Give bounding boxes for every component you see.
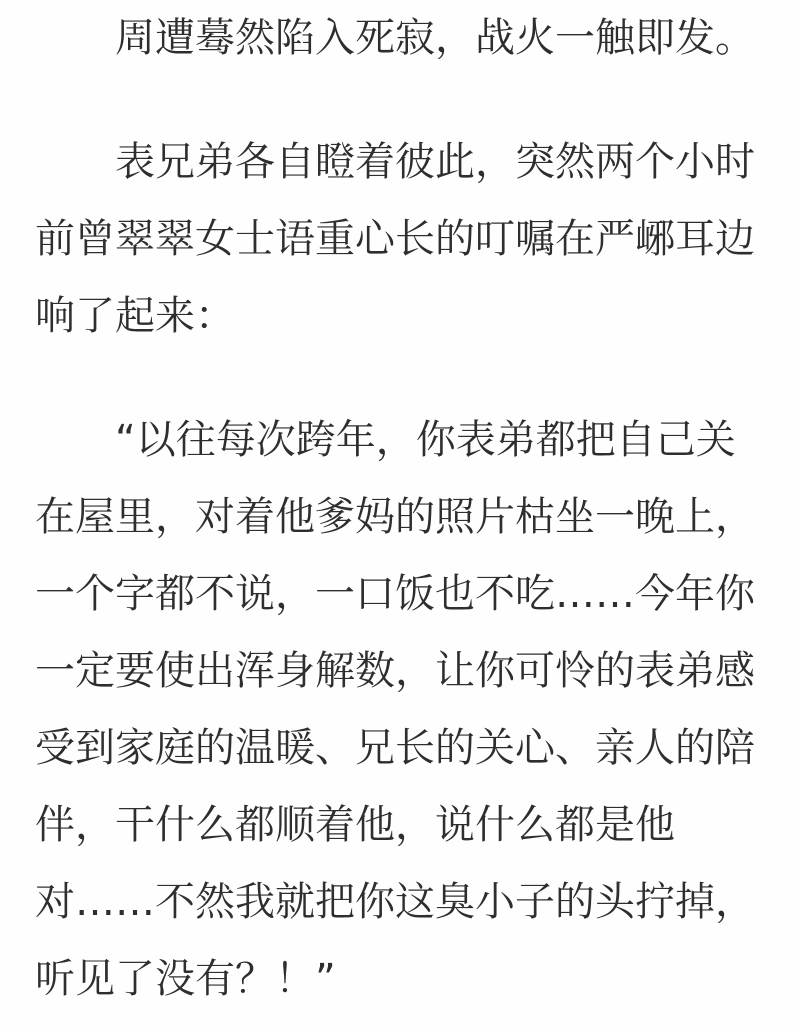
paragraph-dialogue-quote: “以往每次跨年，你表弟都把自己关在屋里，对着他爹妈的照片枯坐一晚上，一个字都不说，一口饭也不吃……今年你一定要使出浑身解数，让你可怜的表弟感受到家庭的温暖、兄长的关心、亲人的陪伴，干什么都顺着他，说什么都是他对……不然我就把你这臭小子的头拧掉，听见了没有？！”	[35, 417, 755, 1002]
paragraph-narration-1: 周遭蓦然陷入死寂，战火一触即发。	[115, 15, 755, 61]
paragraph-narration-2: 表兄弟各自瞪着彼此，突然两个小时前曾翠翠女士语重心长的叮嘱在严峫耳边响了起来：	[35, 139, 755, 339]
